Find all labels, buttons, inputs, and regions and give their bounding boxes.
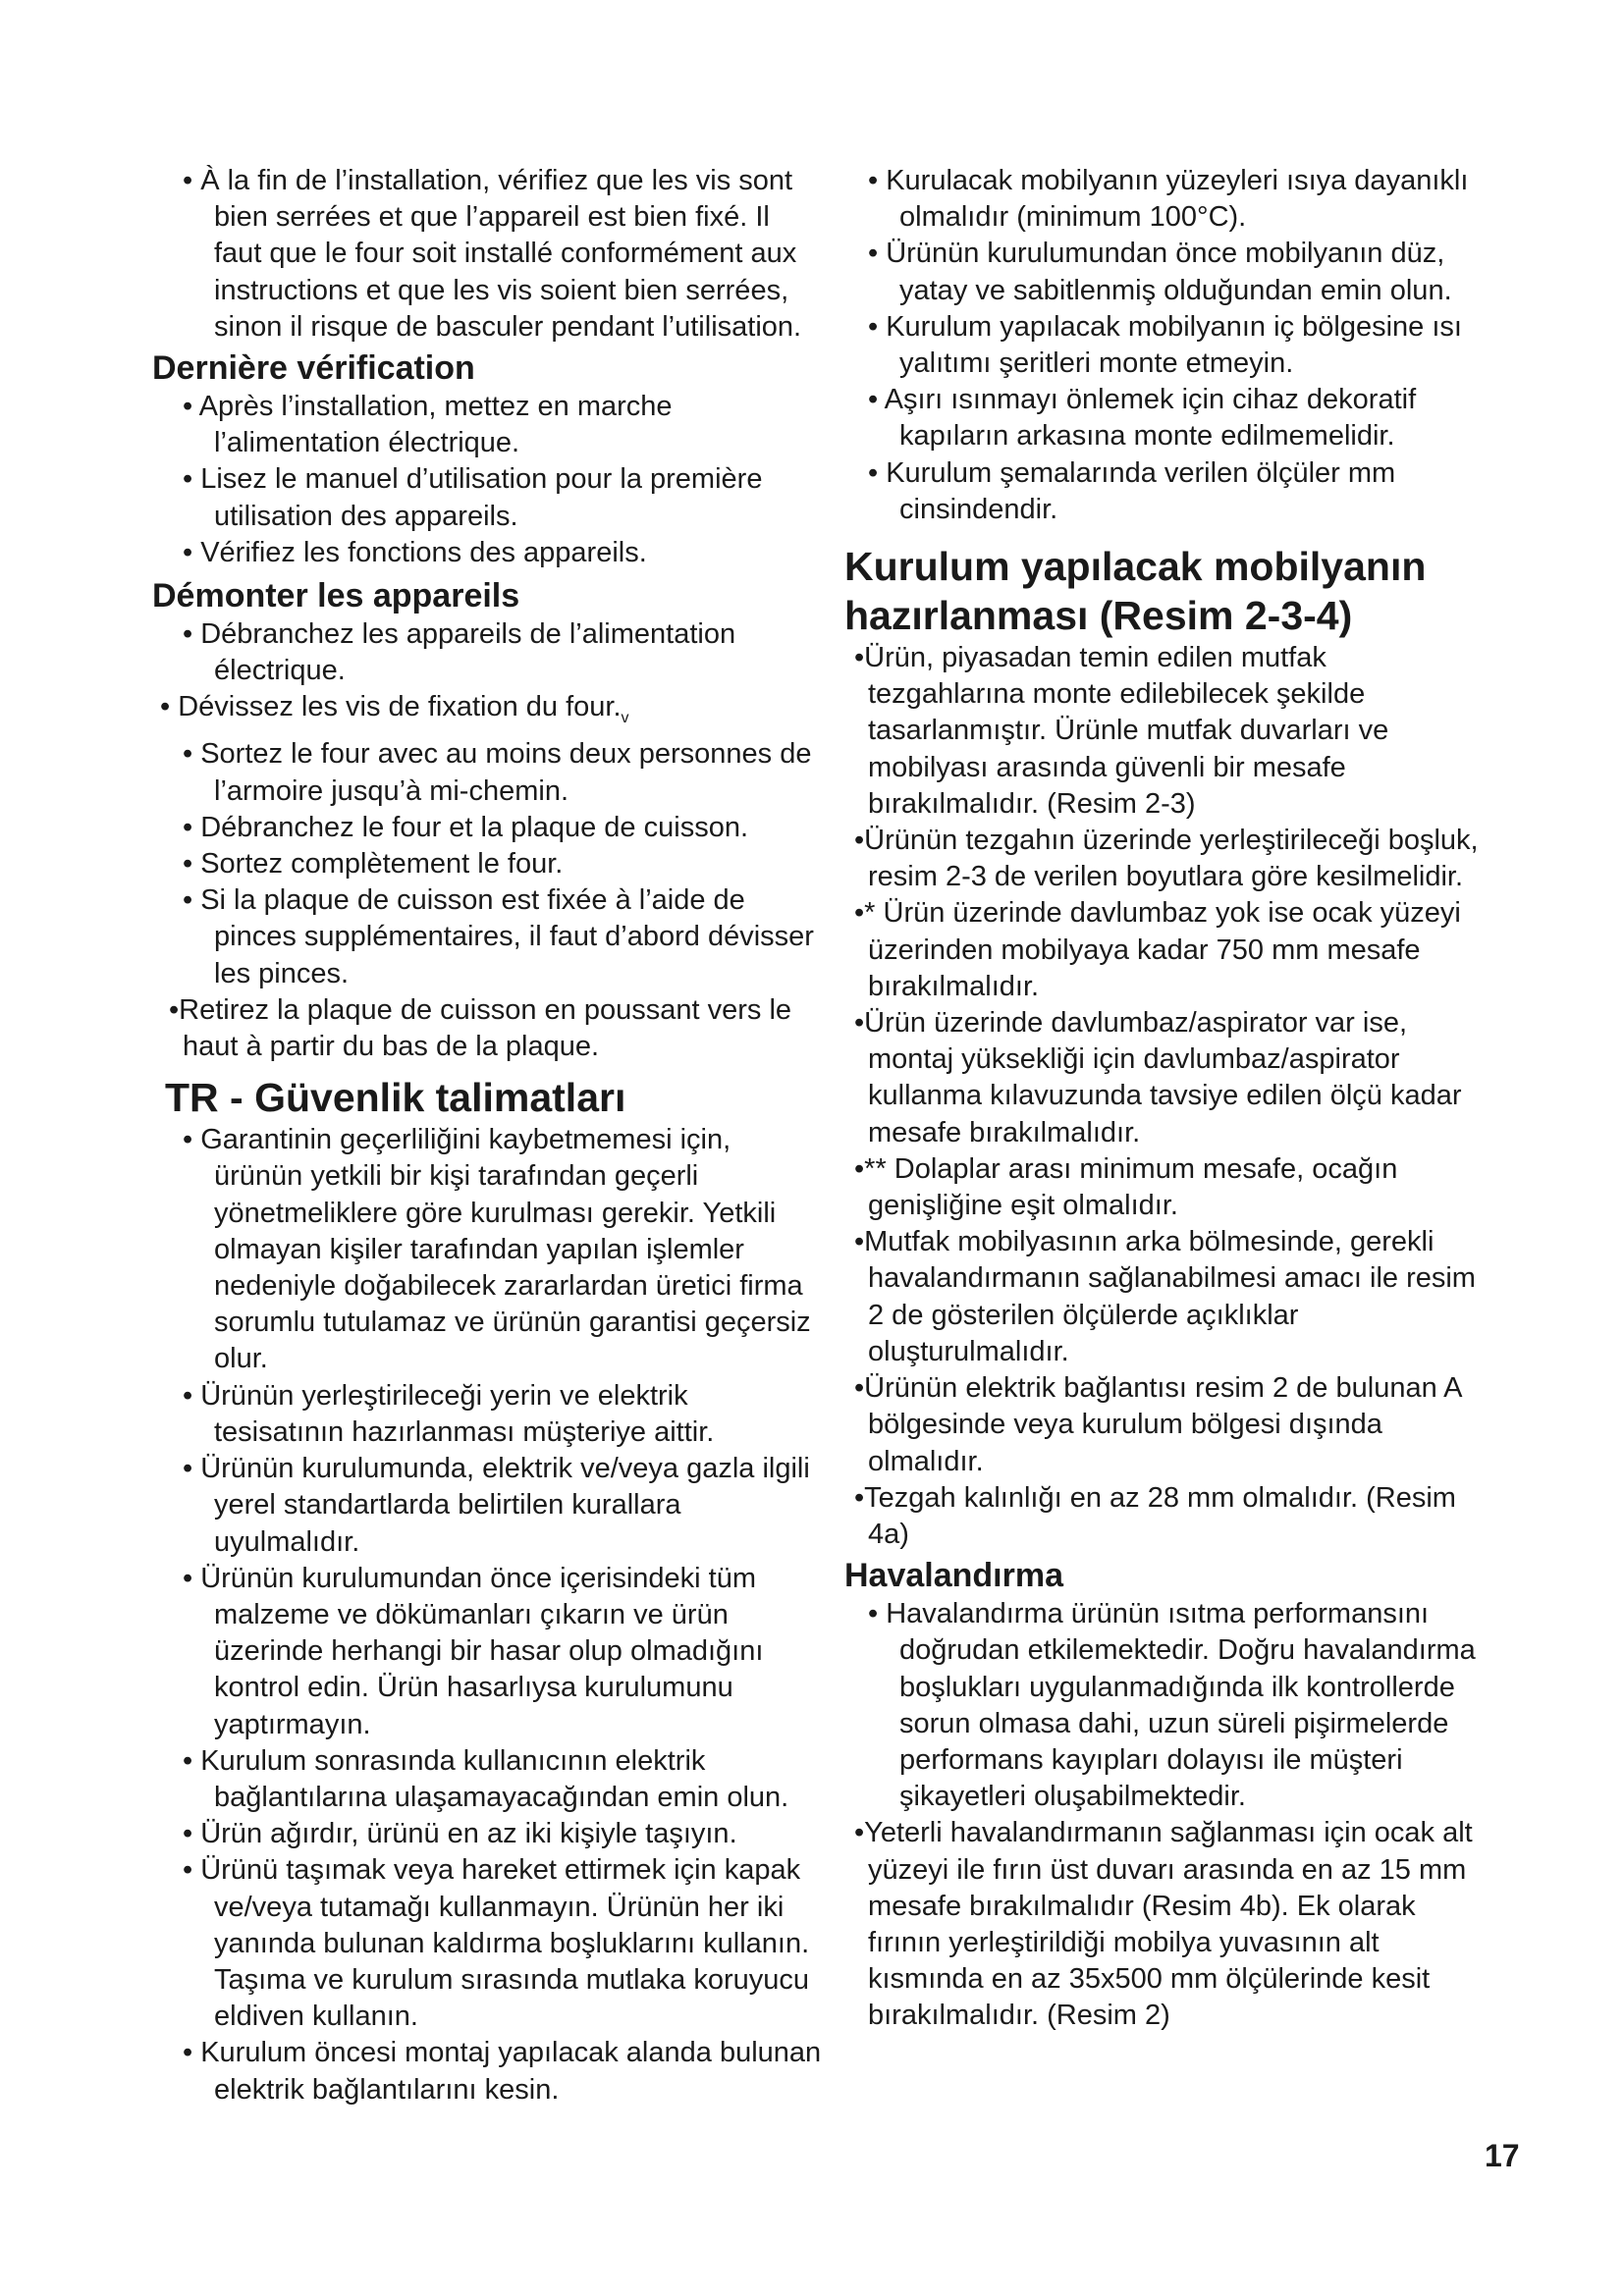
list-item: •Ürünün tezgahın üzerinde yerleştirileceği boşluk, resim 2-3 de verilen boyutlara göre kesilmelidir. (854, 825, 1479, 893)
list-item: •Mutfak mobilyasının arka bölmesinde, gerekli havalandırmanın sağlanabilmesi amacı ile resim 2 de gösterilen ölçülerde açıklıklar oluşturulmalıdır. (854, 1226, 1476, 1367)
mobilya-hazirlanmasi-heading: Kurulum yapılacak mobilyanın hazırlanması (Resim 2-3-4) (844, 544, 1427, 639)
list-item: • Ürünün yerleştirileceği yerin ve elektrik tesisatının hazırlanması müşteriye aittir. (183, 1379, 715, 1448)
list-item: • Aşırı ısınmayı önlemek için cihaz dekoratif kapıların arkasına monte edilmemelidir. (868, 384, 1417, 453)
list-item: • Après l’installation, mettez en marche l’alimentation électrique. (183, 391, 673, 459)
list-item: • Ürünün kurulumundan önce içerisindeki tüm malzeme ve dökümanları çıkarın ve ürün üzerinde herhangi bir hasar olup olmadığını kontrol edin. Ürün hasarlıysa kurulumunu yaptırmayın. (183, 1562, 764, 1740)
list-item: • Ürünün kurulumundan önce mobilyanın düz, yatay ve sabitlenmiş olduğundan emin olun. (868, 238, 1452, 306)
demonter-appareils-heading: Démonter les appareils (152, 577, 520, 615)
list-item: • Sortez complètement le four. (183, 848, 564, 881)
list-item: • Si la plaque de cuisson est fixée à l’aide de pinces supplémentaires, il faut d’abord dévisser les pinces. (183, 884, 814, 989)
list-item: • Kurulacak mobilyanın yüzeyleri ısıya dayanıklı olmalıdır (minimum 100°C). (868, 165, 1469, 234)
list-item: •Ürün üzerinde davlumbaz/aspirator var ise, montaj yüksekliği için davlumbaz/aspirator kullanma kılavuzunda tavsiye edilen ölçü kadar mesafe bırakılmalıdır. (854, 1007, 1462, 1148)
right-column (840, 163, 1489, 2035)
list-item: • Kurulum şemalarında verilen ölçüler mm cinsindendir. (868, 456, 1396, 525)
list-item: • Havalandırma ürünün ısıtma performansını doğrudan etkilemektedir. Doğru havalandırma boşlukları uygulanmadığında ilk kontrollerde sorun olmasa dahi, uzun süreli pişirmelerde performans kayıpları dolayısı ile müşteri şikayetleri oluşabilmektedir. (868, 1598, 1476, 1813)
footnote-mark: v (621, 710, 629, 727)
list-item: • Kurulum yapılacak mobilyanın iç bölgesine ısı yalıtımı şeritleri monte etmeyin. (868, 310, 1462, 380)
list-item: • Lisez le manuel d’utilisation pour la première utilisation des appareils. (183, 463, 763, 532)
list-item: • Débranchez le four et la plaque de cuisson. (183, 811, 749, 843)
install-check-item: • À la fin de l’installation, vérifiez que les vis sont bien serrées et que l’appareil est bien fixé. Il faut que le four soit installé conformément aux instructions et que les vis soient bien serrées, sinon il risque de basculer pendant l’utilisation. (183, 165, 802, 343)
list-item: • Vérifiez les fonctions des appareils. (183, 536, 647, 568)
list-item: • Ürün ağırdır, ürünü en az iki kişiyle taşıyın. (183, 1818, 737, 1850)
list-item (160, 689, 823, 736)
list-item-text: • Dévissez les vis de fixation du four. (160, 691, 622, 723)
page-number: 17 (1485, 2138, 1520, 2173)
left-column (152, 163, 823, 2109)
list-item: •* Ürün üzerinde davlumbaz yok ise ocak yüzeyi üzerinden mobilyaya kadar 750 mm mesafe bırakılmalıdır. (854, 897, 1461, 1002)
list-item: •** Dolaplar arası minimum mesafe, ocağın genişliğine eşit olmalıdır. (854, 1152, 1398, 1222)
havalandirma-heading: Havalandırma (844, 1557, 1063, 1595)
list-item: •Retirez la plaque de cuisson en poussant vers le haut à partir du bas de la plaque. (169, 993, 792, 1063)
list-item: • Garantinin geçerliliğini kaybetmemesi için, ürünün yetkili bir kişi tarafından geçerli yönetmeliklere göre kurulması gerekir. Yetkili olmayan kişiler tarafından yapılan işlemler nedeniyle doğabilecek zararlardan üretici firma sorumlu tutulamaz ve ürünün garantisi geçersiz olur. (183, 1124, 811, 1375)
list-item: • Débranchez les appareils de l’alimentation électrique. (183, 618, 736, 687)
list-item: •Tezgah kalınlığı en az 28 mm olmalıdır. (Resim 4a) (854, 1481, 1456, 1550)
list-item: • Sortez le four avec au moins deux personnes de l’armoire jusqu’à mi-chemin. (183, 738, 812, 807)
list-item: • Ürünü taşımak veya hareket ettirmek için kapak ve/veya tutamağı kullanmayın. Ürünün her iki yanında bulunan kaldırma boşluklarını kullanın. Taşıma ve kurulum sırasında mutlaka koruyucu eldiven kullanın. (183, 1854, 810, 2033)
guvenlik-talimatlari-heading: TR - Güvenlik talimatları (165, 1075, 626, 1121)
list-item: • Kurulum sonrasında kullanıcının elektrik bağlantılarına ulaşamayacağından emin olun. (183, 1744, 789, 1813)
list-item: •Ürün, piyasadan temin edilen mutfak tezgahlarına monte edilebilecek şekilde tasarlanmıştır. Ürünle mutfak duvarları ve mobilyası arasında güvenli bir mesafe bırakılmalıdır. (Resim 2-3) (854, 642, 1389, 820)
list-item: •Yeterli havalandırmanın sağlanması için ocak alt yüzeyi ile fırın üst duvarı arasında en az 15 mm mesafe bırakılmalıdır (Resim 4b). Ek olarak fırının yerleştirildiği mobilya yuvasının alt kısmında en az 35x500 mm ölçülerinde kesit bırakılmalıdır. (Resim 2) (854, 1817, 1473, 2032)
list-item: • Ürünün kurulumunda, elektrik ve/veya gazla ilgili yerel standartlarda belirtilen kurallara uyulmalıdır. (183, 1453, 810, 1558)
list-item: • Kurulum öncesi montaj yapılacak alanda bulunan elektrik bağlantılarını kesin. (183, 2037, 822, 2106)
derniere-verification-heading: Dernière vérification (152, 349, 475, 388)
list-item: •Ürünün elektrik bağlantısı resim 2 de bulunan A bölgesinde veya kurulum bölgesi dışında olmalıdır. (854, 1372, 1461, 1477)
